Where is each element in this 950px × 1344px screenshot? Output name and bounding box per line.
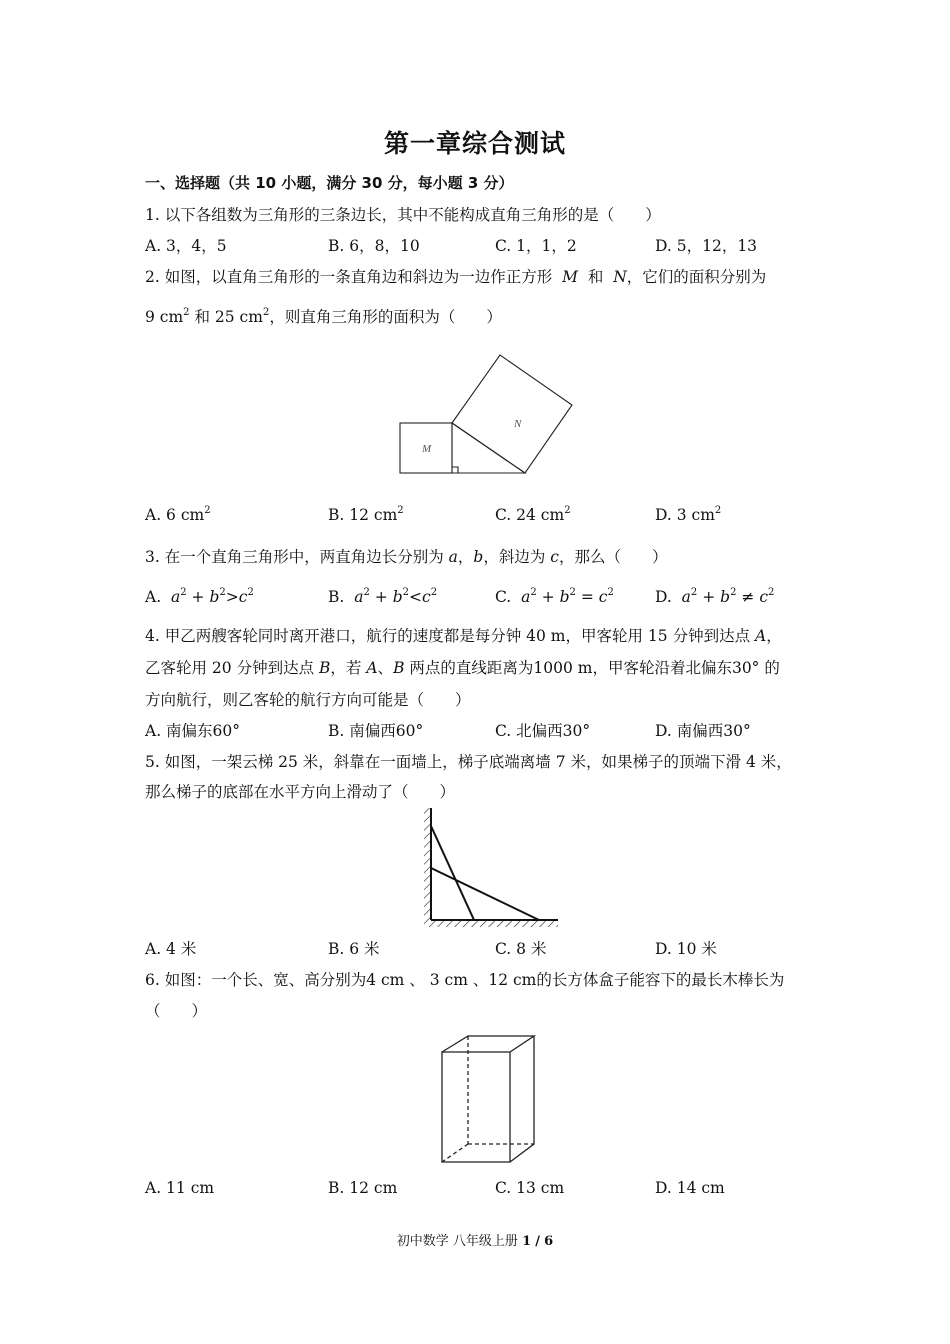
q3-c-sym: c [238,588,248,606]
q3-a-sym: a [681,588,691,606]
q3-plus: + [191,588,205,606]
q3-rel-d: ≠ [741,588,755,606]
q2-option-b-text: B. 12 cm [328,506,398,524]
ladder-figure [414,806,564,930]
footer-page-number: 1 [522,1234,532,1249]
q2-text-c: ，则直角三角形的面积为（ ） [269,308,502,326]
q3-sq: 2 [569,587,576,598]
q3-sq: 2 [247,587,254,598]
q6-option-c: C. 13 cm [495,1179,565,1197]
q3-b: b [473,548,484,566]
page-title: 第一章综合测试 [383,129,566,158]
q3-sq: 2 [402,587,409,598]
q1-option-d: D. 5，12，13 [655,237,758,255]
box-figure [436,1030,536,1166]
q2-and: 和 [587,268,604,286]
footer-slash: / [535,1234,541,1249]
q6-option-b: B. 12 cm [328,1179,398,1197]
q2-n-symbol: N [613,268,627,286]
q4-text-2a: 乙客轮用 20 分钟到达点 [145,659,320,677]
q3-option-b [328,588,437,606]
q4-text-2c: 、 [377,659,394,677]
box-top-edges [442,1036,534,1052]
q3-option-c [495,588,614,606]
q3-rel-c: = [580,588,594,606]
question-4-line3: 方向航行，则乙客轮的航行方向可能是（ ） [145,691,471,709]
q4-option-d: D. 南偏西30° [655,722,751,740]
q2-option-d [655,506,721,524]
box-right-edges [510,1036,534,1162]
q3-text-c: ，那么（ ） [558,548,668,566]
q1-option-c: C. 1，1，2 [495,237,577,255]
question-6-line1: 6. 如图：一个长、宽、高分别为4 cm 、 3 cm 、12 cm的长方体盒子能容下的最长木棒长为 [145,971,785,989]
q3-text-a: 3. 在一个直角三角形中，两直角边长分别为 [145,548,449,566]
q3-a-sym: a [170,588,181,606]
question-5-line1: 5. 如图，一架云梯 25 米，斜靠在一面墙上，梯子底端离墙 7 米，如果梯子的顶端下滑 4 米， [145,753,792,771]
q3-rel-b: < [409,588,422,606]
box-front-face [442,1052,510,1162]
q2-sup: 2 [397,505,404,516]
q3-option-d-label: D. [655,588,672,606]
q3-sq: 2 [690,587,698,598]
q3-c-sym: c [598,588,608,606]
q3-sq: 2 [530,587,537,598]
q6-option-d: D. 14 cm [655,1179,725,1197]
q4-text-2d: 两点的直线距离为1000 m，甲客轮沿着北偏东30° 的 [404,659,780,677]
q3-plus: + [374,588,388,606]
q4-text-1a: 4. 甲乙两艘客轮同时离开港口，航行的速度都是每分钟 40 m，甲客轮用 15 分钟到达点 [145,627,755,645]
q6-option-a: A. 11 cm [145,1179,215,1197]
q4-text-1b: ， [766,627,782,645]
question-5-line2: 那么梯子的底部在水平方向上滑动了（ ） [145,783,456,801]
q4-point-b: B [319,659,331,677]
q2-m-symbol: M [562,268,578,286]
question-6-line2: （ ） [145,1002,208,1020]
q3-sq: 2 [180,587,187,598]
ground-hatch [424,920,558,927]
q2-option-a-text: A. 6 cm [145,506,205,524]
question-2-stem-line2 [145,305,502,327]
q5-option-d: D. 10 米 [655,940,717,958]
section-heading: 一、选择题（共 10 小题，满分 30 分，每小题 3 分） [145,174,514,192]
q4-option-b: B. 南偏西60° [328,722,424,740]
q2-option-c-text: C. 24 cm [495,506,565,524]
q3-option-c-label: C. [495,588,512,606]
q5-option-a: A. 4 米 [145,940,197,958]
q3-c-sym: c [759,588,769,606]
q3-b-sym: b [720,588,731,606]
q3-sq: 2 [607,587,614,598]
wall-hatch [424,808,431,920]
box-hidden-edges [442,1036,534,1162]
question-2-stem-line1 [145,265,766,287]
q3-sq: 2 [730,587,737,598]
footer-text: 初中数学 八年级上册 [396,1234,518,1249]
q1-option-a: A. 3，4，5 [145,237,227,255]
q3-sep: ， [457,548,474,566]
q2-option-c [495,506,571,524]
q3-option-d [655,588,774,606]
q3-sq: 2 [363,587,370,598]
q2-area-m: 9 cm [145,308,184,326]
ladder-after [431,868,539,920]
q4-point-b2: B [393,659,405,677]
q3-option-a [145,588,254,606]
footer-total-pages: 6 [544,1234,554,1249]
q3-b-sym: b [559,588,570,606]
q3-plus: + [702,588,716,606]
q3-c: c [550,548,559,566]
q2-option-b [328,506,404,524]
q3-sq: 2 [430,587,438,598]
q2-sup: 2 [204,505,211,516]
q2-text: 2. 如图，以直角三角形的一条直角边和斜边为一边作正方形 [145,268,553,286]
q5-option-c: C. 8 米 [495,940,547,958]
q4-point-a2: A [366,659,378,677]
q4-text-2b: ，若 [330,659,367,677]
q3-sq: 2 [219,587,226,598]
q3-a: a [448,548,458,566]
q2-sup: 2 [714,505,722,516]
q2-sup: 2 [262,307,270,318]
q3-b-sym: b [392,588,403,606]
question-1-stem: 1. 以下各组数为三角形的三条边长，其中不能构成直角三角形的是（ ） [145,206,661,224]
q4-point-a: A [755,627,767,645]
q3-option-b-label: B. [328,588,345,606]
q2-and2: 和 [189,308,215,326]
question-3-stem [145,545,668,567]
question-4-line2 [145,656,780,678]
q3-c-sym: c [422,588,431,606]
square-n-shape [452,355,572,473]
ladder-before [431,826,474,920]
page-footer [0,1230,950,1249]
q3-rel-a: > [225,588,239,606]
q2-sup: 2 [183,307,190,318]
q4-option-a: A. 南偏东60° [145,722,241,740]
q3-b-sym: b [209,588,220,606]
right-angle-mark [452,467,458,473]
squares-triangle-figure [390,348,580,478]
q5-option-b: B. 6 米 [328,940,380,958]
q2-area-n: 25 cm [214,308,263,326]
q3-a-sym: a [521,588,531,606]
q1-option-b: B. 6，8，10 [328,237,420,255]
q2-text-b: ，它们的面积分别为 [626,268,767,286]
label-n: N [514,418,522,430]
q2-option-a [145,506,211,524]
q3-option-a-label: A. [145,588,162,606]
q2-option-d-text: D. 3 cm [655,506,715,524]
q2-sup: 2 [564,505,571,516]
label-m: M [422,443,432,455]
q3-sq: 2 [768,587,775,598]
q4-option-c: C. 北偏西30° [495,722,591,740]
q3-a-sym: a [354,588,364,606]
q3-plus: + [541,588,555,606]
question-4-line1 [145,624,782,646]
q3-text-b: ，斜边为 [483,548,551,566]
